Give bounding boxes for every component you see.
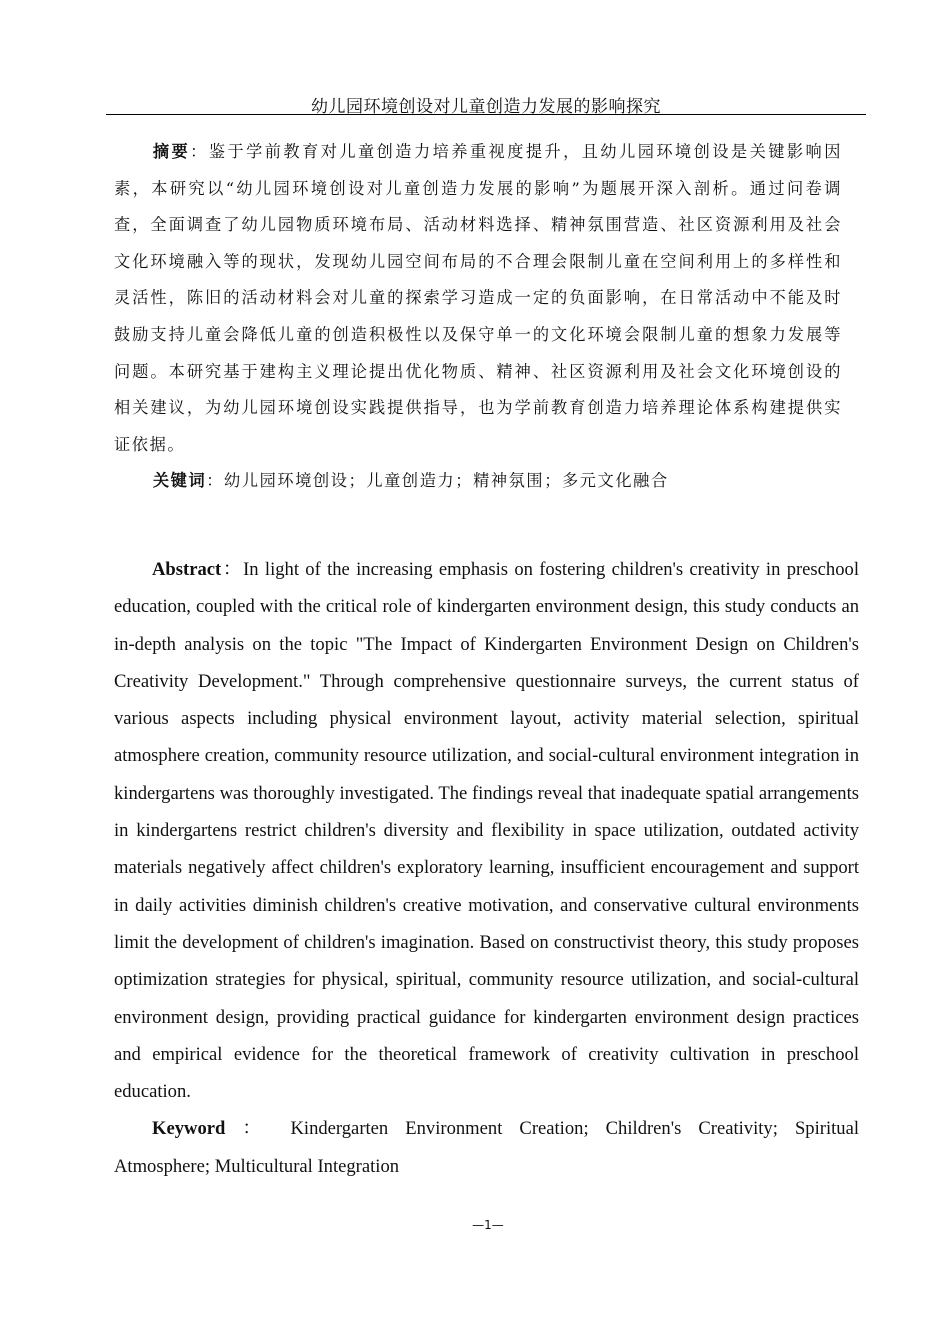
english-keywords-label: Keyword [152,1118,226,1140]
english-abstract-text: In light of the increasing emphasis on fostering children's creativity in preschool education, coupled with the critical role of kindergarten environment design, this study conducts an in-depth analysis on the topic "The Impact of Kindergarten Environment Design on Children's Creativity Development." Through comprehensive questionnaire surveys, the current status of various aspects including physical environment layout, activity material selection, spiritual atmosphere creation, community resource utilization, and social-cultural environment integration in kindergartens was thoroughly investigated. The findings reveal that inadequate spatial arrangements in kindergartens restrict children's diversity and flexibility in space utilization, outdated activity materials negatively affect children's exploratory learning, insufficient encouragement and support in daily activities diminish children's creative motivation, and conservative cultural environments limit the development of children's imagination. Based on constructivist theory, this study proposes optimization strategies for physical, spiritual, community resource utilization, and social-cultural environment design, providing practical guidance for kindergarten environment design practices and empirical evidence for the theoretical framework of creativity cultivation in preschool education. [114,559,859,1103]
running-header-title: 幼儿园环境创设对儿童创造力发展的影响探究 [311,97,661,117]
chinese-keywords-label: 关键词 [152,471,207,491]
chinese-abstract-paragraph [114,134,842,463]
chinese-abstract-section [114,134,842,500]
english-abstract-colon: ： [221,559,244,580]
chinese-keywords-colon: ： [206,471,225,491]
english-abstract-label: Abstract [152,559,222,580]
header-rule [106,114,866,115]
page-number: —1— [472,1218,504,1232]
chinese-keywords-text: 幼儿园环境创设；儿童创造力；精神氛围；多元文化融合 [224,471,669,491]
chinese-abstract-label: 摘要 [152,142,191,161]
english-keywords-colon: ： [225,1118,291,1140]
english-keywords-text: Kindergarten Environment Creation; Children's Creativity; Spiritual Atmosphere; Multicultural Integration [114,1118,859,1177]
chinese-abstract-text: 鉴于学前教育对儿童创造力培养重视度提升，且幼儿园环境创设是关键影响因素，本研究以“幼儿园环境创设对儿童创造力发展的影响”为题展开深入剖析。通过问卷调查，全面调查了幼儿园物质环境布局、活动材料选择、精神氛围营造、社区资源利用及社会文化环境融入等的现状，发现幼儿园空间布局的不合理会限制儿童在空间利用上的多样性和灵活性，陈旧的活动材料会对儿童的探索学习造成一定的负面影响，在日常活动中不能及时鼓励支持儿童会降低儿童的创造积极性以及保守单一的文化环境会限制儿童的想象力发展等问题。本研究基于建构主义理论提出优化物质、精神、社区资源利用及社会文化环境创设的相关建议，为幼儿园环境创设实践提供指导，也为学前教育创造力培养理论体系构建提供实证依据。 [114,142,842,454]
english-abstract-paragraph [114,551,859,1110]
english-keywords-paragraph [114,1110,859,1185]
english-abstract-section [114,551,859,1185]
chinese-keywords-paragraph [114,463,842,500]
chinese-abstract-colon: ： [190,142,209,161]
